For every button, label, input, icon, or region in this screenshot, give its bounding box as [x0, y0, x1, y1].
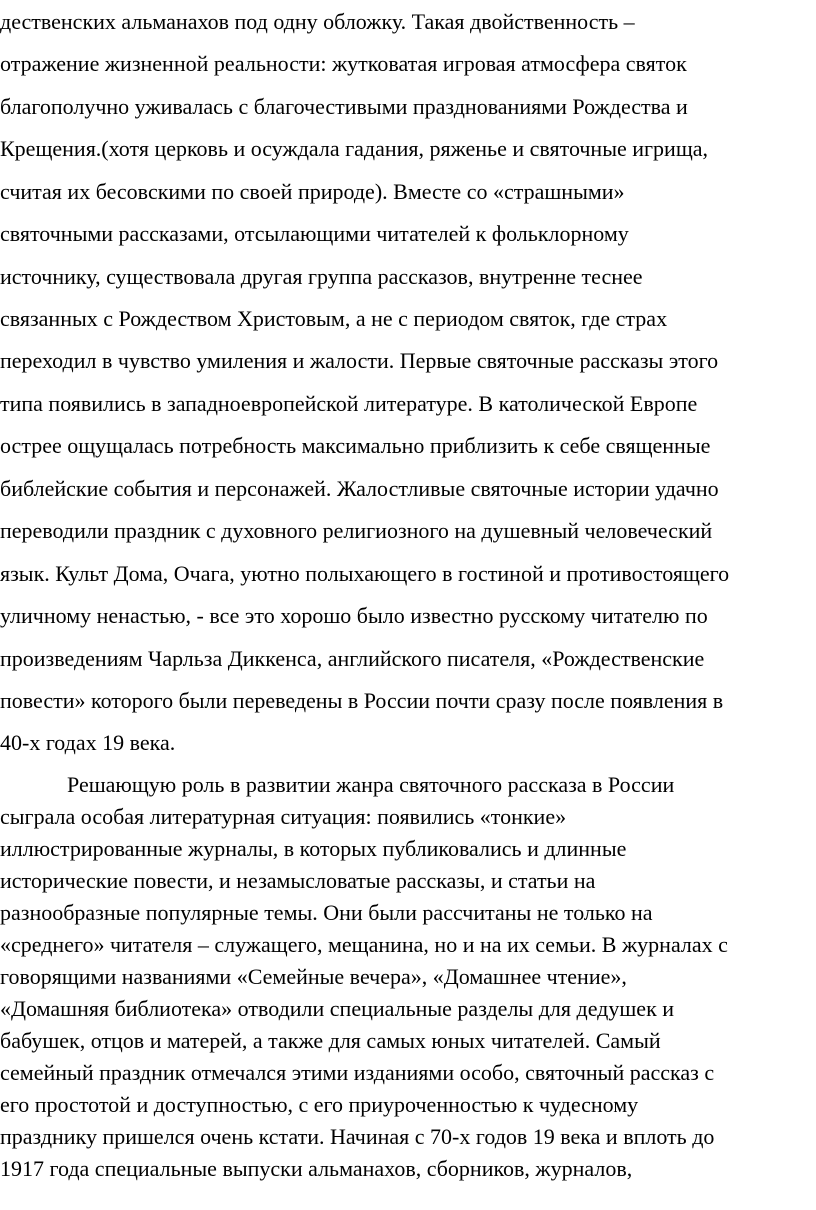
text-line: 1917 года специальные выпуски альманахов, сборников, журналов,	[0, 1156, 633, 1181]
text-line: празднику пришелся очень кстати. Начиная с 70-х годов 19 века и вплоть до	[0, 1124, 715, 1149]
text-line: сыграла особая литературная ситуация: появились «тонкие»	[0, 804, 567, 829]
text-line: святочными рассказами, отсылающими читателей к фольклорному	[0, 221, 629, 246]
text-line: переводили праздник с духовного религиозного на душевный человеческий	[0, 518, 713, 543]
text-line: произведениям Чарльза Диккенса, английского писателя, «Рождественские	[0, 646, 705, 671]
text-line: Крещения.(хотя церковь и осуждала гадания, ряженье и святочные игрища,	[0, 136, 709, 161]
text-line: повести» которого были переведены в России почти сразу после появления в	[0, 688, 724, 713]
text-line: разнообразные популярные темы. Они были рассчитаны не только на	[0, 900, 653, 925]
text-line: источнику, существовала другая группа рассказов, внутренне теснее	[0, 264, 643, 289]
text-line: острее ощущалась потребность максимально приблизить к себе священные	[0, 433, 711, 458]
text-line: его простотой и доступностью, с его приуроченностью к чудесному	[0, 1092, 639, 1117]
text-line: отражение жизненной реальности: жутковатая игровая атмосфера святок	[0, 51, 687, 76]
text-line: 40-х годах 19 века.	[0, 730, 176, 755]
text-line: семейный праздник отмечался этими изданиями особо, святочный рассказ с	[0, 1060, 715, 1085]
text-line: исторические повести, и незамысловатые рассказы, и статьи на	[0, 868, 596, 893]
text-line: уличному ненастью, - все это хорошо было известно русскому читателю по	[0, 603, 708, 628]
text-line: благополучно уживалась с благочестивыми празднованиями Рождества и	[0, 94, 688, 119]
text-line: иллюстрированные журналы, в которых публиковались и длинные	[0, 836, 627, 861]
text-line: библейские события и персонажей. Жалостливые святочные истории удачно	[0, 476, 719, 501]
text-line: говорящими названиями «Семейные вечера», «Домашнее чтение»,	[0, 964, 627, 989]
text-line: дественских альманахов под одну обложку. Такая двойственность –	[0, 9, 635, 34]
text-line: переходил в чувство умиления и жалости. Первые святочные рассказы этого	[0, 348, 719, 373]
text-line: «Домашняя библиотека» отводили специальные разделы для дедушек и	[0, 996, 675, 1021]
text-line: Решающую роль в развитии жанра святочного рассказа в России	[67, 772, 675, 797]
text-line: считая их бесовскими по своей природе). Вместе со «страшными»	[0, 179, 625, 204]
text-line: типа появились в западноевропейской литературе. В католической Европе	[0, 391, 698, 416]
text-line: бабушек, отцов и матерей, а также для самых юных читателей. Самый	[0, 1028, 661, 1053]
text-line: язык. Культ Дома, Очага, уютно полыхающего в гостиной и противостоящего	[0, 561, 730, 586]
text-line: «среднего» читателя – служащего, мещанина, но и на их семьи. В журналах с	[0, 932, 728, 957]
text-line: связанных с Рождеством Христовым, а не с периодом святок, где страх	[0, 306, 668, 331]
